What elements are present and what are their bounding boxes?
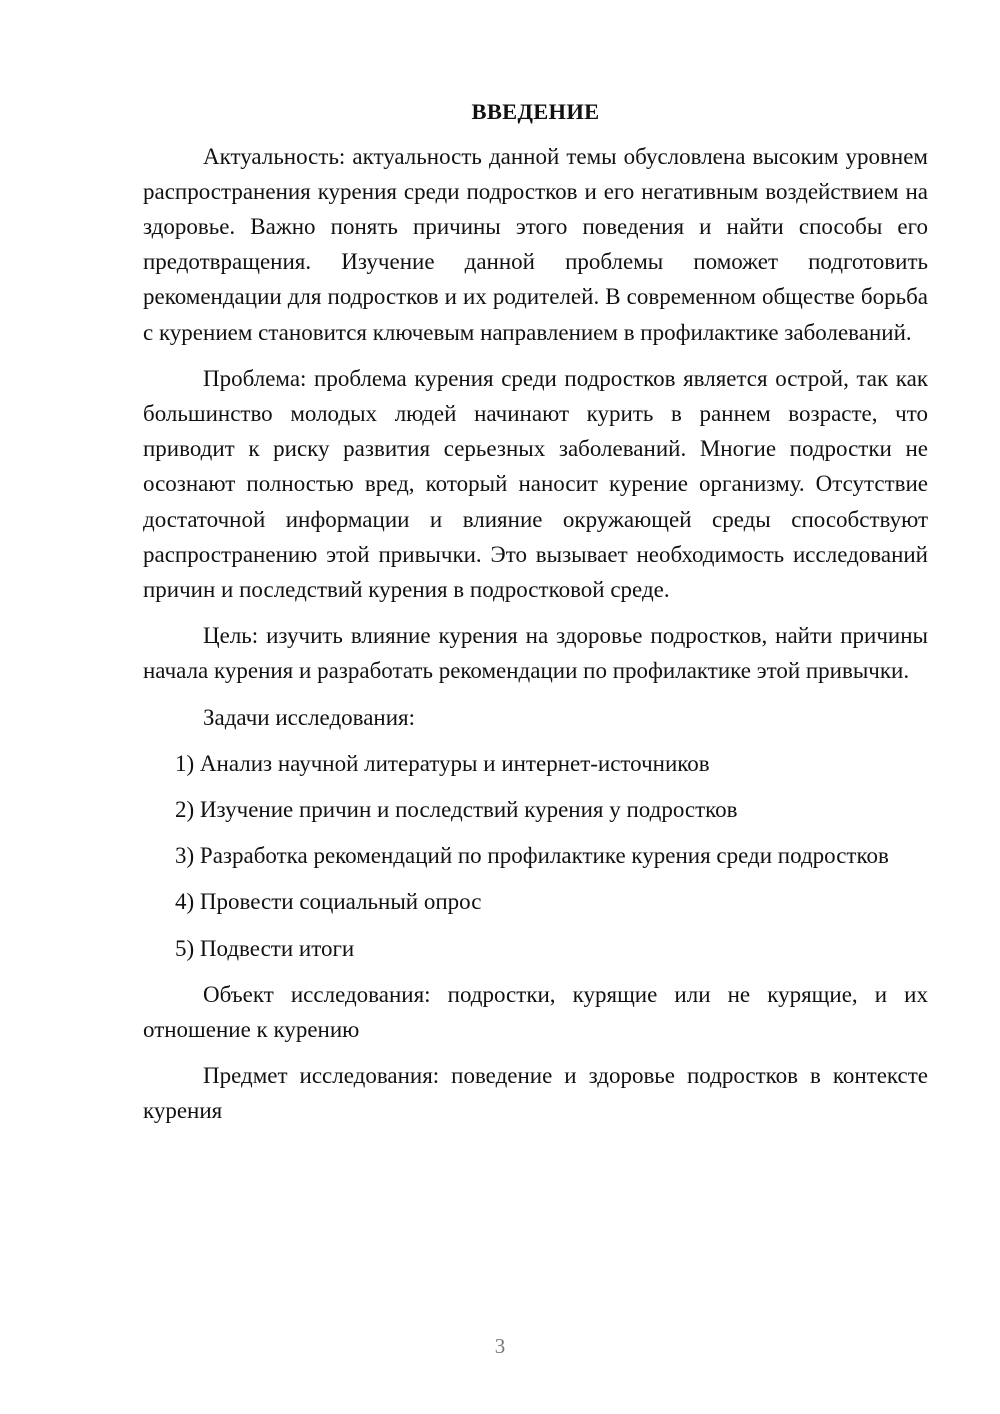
page-content <box>143 96 928 1140</box>
task-item: 2) Изучение причин и последствий курения у подростков <box>175 796 738 822</box>
paragraph-goal: Цель: изучить влияние курения на здоровье подростков, найти причины начала курения и разработать рекомендации по профилактике этой привычки. <box>143 623 928 684</box>
task-item: 3) Разработка рекомендаций по профилактике курения среди подростков <box>175 843 889 869</box>
tasks-heading: Задачи исследования: <box>203 704 416 730</box>
paragraph-relevance: Актуальность: актуальность данной темы обусловлена высоким уровнем распространения курения среди подростков и его негативным воздействием на здоровье. Важно понять причины этого поведения и найти способы его предотвращения. Изучение данной проблемы поможет подготовить рекомендации для подростков и их родителей. В современном обществе борьба с курением становится ключевым направлением в профилактике заболеваний. <box>143 143 928 345</box>
page-number: 3 <box>494 1334 506 1358</box>
task-item: 5) Подвести итоги <box>175 935 355 961</box>
task-item: 4) Провести социальный опрос <box>175 889 482 915</box>
tasks-list <box>143 746 928 966</box>
paragraph-problem: Проблема: проблема курения среди подростков является острой, так как большинство молодых людей начинают курить в раннем возрасте, что приводит к риску развития серьезных заболеваний. Многие подростки не осознают полностью вред, который наносит курение организму. Отсутствие достаточной информации и влияние окружающей среды способствуют распространению этой привычки. Это вызывает необходимость исследований причин и последствий курения в подростковой среде. <box>143 365 928 602</box>
page-title: ВВЕДЕНИЕ <box>471 99 600 124</box>
paragraph-subject: Предмет исследования: поведение и здоровье подростков в контексте курения <box>143 1063 928 1124</box>
task-item: 1) Анализ научной литературы и интернет-источников <box>175 750 710 776</box>
paragraph-object: Объект исследования: подростки, курящие или не курящие, и их отношение к курению <box>143 981 928 1042</box>
